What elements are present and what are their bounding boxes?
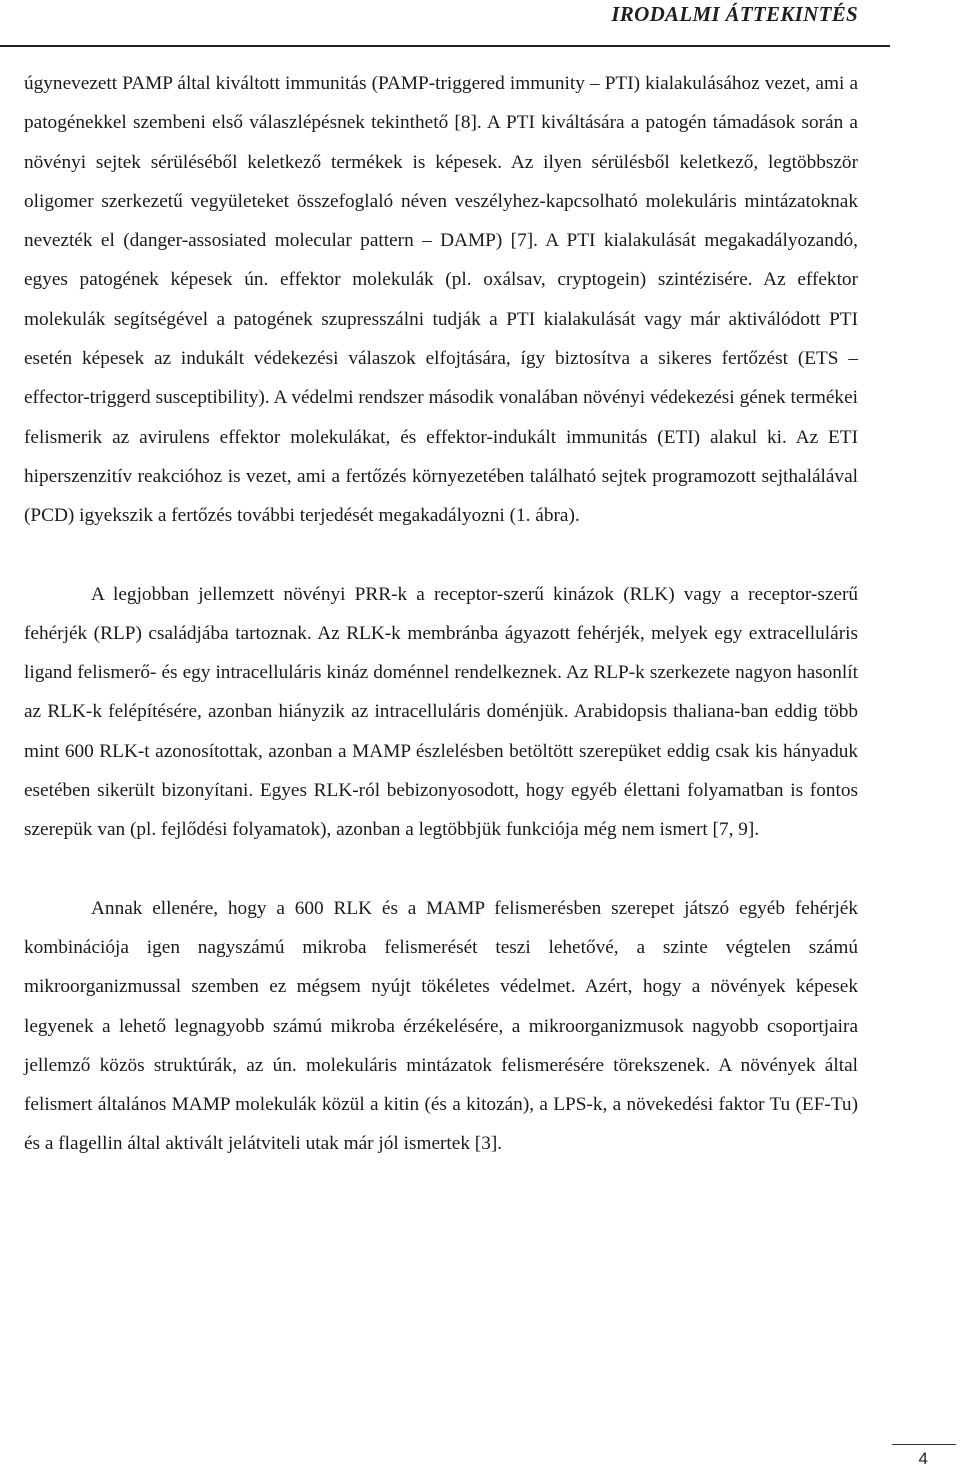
- paragraph-1: úgynevezett PAMP által kiváltott immunitás (PAMP-triggered immunity – PTI) kialakulásához vezet, ami a patogénekkel szembeni első válaszlépésnek tekinthető [8]. A PTI kiváltására a patogén támadások során a növényi sejtek sérüléséből keletkező termékek is képesek. Az ilyen sérülésből keletkező, legtöbbször oligomer szerkezetű vegyületeket összefoglaló néven veszélyhez-kapcsolható molekuláris mintázatoknak nevezték el (danger-assosiated molecular pattern – DAMP) [7]. A PTI kialakulását megakadályozandó, egyes patogének képesek ún. effektor molekulák (pl. oxálsav, cryptogein) szintézisére. Az effektor molekulák segítségével a patogének szupresszálni tudják a PTI kialakulását vagy már aktiválódott PTI esetén képesek az indukált védekezési válaszok elfojtására, így biztosítva a sikeres fertőzést (ETS – effector-triggerd susceptibility). A védelmi rendszer második vonalában növényi védekezési gének termékei felismerik az avirulens effektor molekulákat, és effektor-indukált immunitás (ETI) alakul ki. Az ETI hiperszenzitív reakcióhoz is vezet, ami a fertőzés környezetében található sejtek programozott sejthalálával (PCD) igyekszik a fertőzés további terjedését megakadályozni (1. ábra).: [24, 73, 858, 527]
- running-header: IRODALMI ÁTTEKINTÉS: [611, 2, 858, 26]
- footer-divider: [892, 1444, 956, 1445]
- page-number: 4: [918, 1449, 928, 1468]
- paragraph-3: Annak ellenére, hogy a 600 RLK és a MAMP felismerésben szerepet játszó egyéb fehérjék kombinációja igen nagyszámú mikroba felismerését teszi lehetővé, a szinte végtelen számú mikroorganizmussal szemben ez mégsem nyújt tökéletes védelmet. Azért, hogy a növények képesek legyenek a lehető legnagyobb számú mikroba érzékelésére, a mikroorganizmusok nagyobb csoportjaira jellemző közös struktúrák, az ún. molekuláris mintázatok felismerésére törekszenek. A növények által felismert általános MAMP molekulák közül a kitin (és a kitozán), a LPS-k, a növekedési faktor Tu (EF-Tu) és a flagellin által aktivált jelátviteli utak már jól ismertek [3].: [24, 897, 858, 1155]
- paragraph-2: A legjobban jellemzett növényi PRR-k a receptor-szerű kinázok (RLK) vagy a receptor-szerű fehérjék (RLP) családjába tartoznak. Az RLK-k membránba ágyazott fehérjék, melyek egy extracelluláris ligand felismerő- és egy intracelluláris kináz doménnel rendelkeznek. Az RLP-k szerkezete nagyon hasonlít az RLK-k felépítésére, azonban hiányzik az intracelluláris doménjük. Arabidopsis thaliana-ban eddig több mint 600 RLK-t azonosítottak, azonban a MAMP észlelésben betöltött szerepüket eddig csak kis hányaduk esetében sikerült bizonyítani. Egyes RLK-ról bebizonyosodott, hogy egyéb élettani folyamatban is fontos szerepük van (pl. fejlődési folyamatok), azonban a legtöbbjük funkciója még nem ismert [7, 9].: [24, 583, 858, 841]
- header-divider: [0, 45, 890, 47]
- body-text: [24, 64, 858, 1164]
